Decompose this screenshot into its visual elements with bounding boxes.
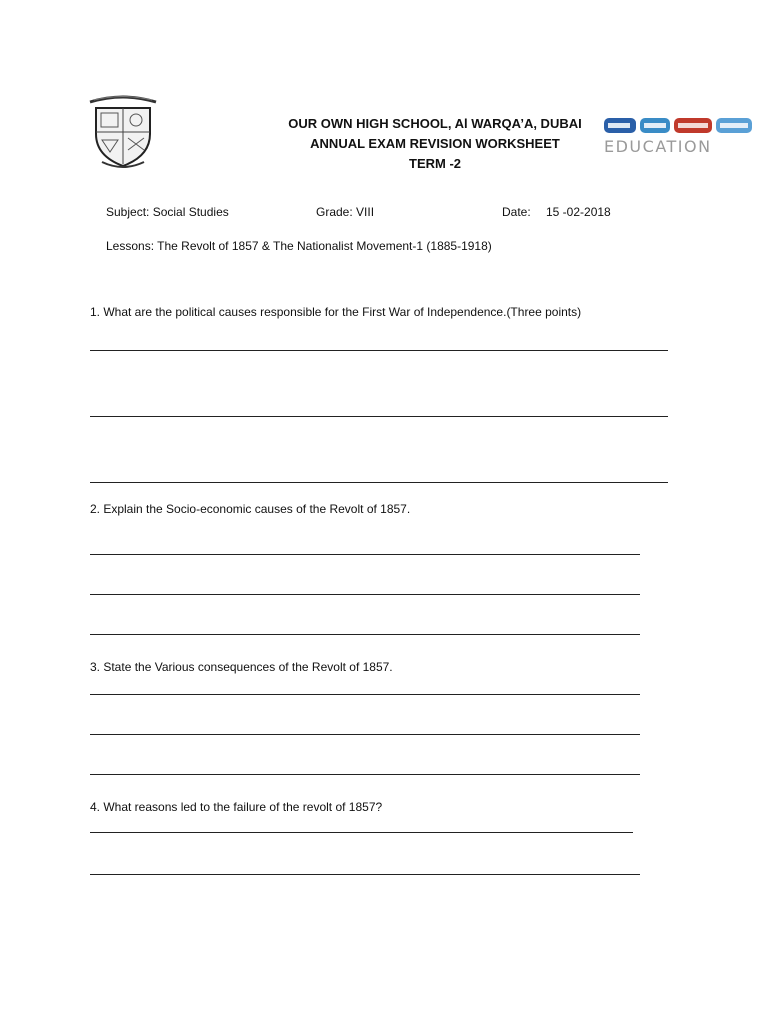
question-1: 1. What are the political causes responsible for the First War of Independence.(Three points) [90,305,582,319]
education-label: EDUCATION [604,137,712,156]
term-label: TERM -2 [409,156,461,171]
subject-label: Subject: Social Studies [106,205,229,219]
question-4: 4. What reasons led to the failure of the revolt of 1857? [90,800,383,814]
answer-line[interactable] [90,774,640,775]
answer-line[interactable] [90,594,640,595]
date-label: Date: [502,205,531,219]
answer-line[interactable] [90,350,668,351]
school-name: OUR OWN HIGH SCHOOL, Al WARQA’A, DUBAI [288,116,582,131]
answer-line[interactable] [90,634,640,635]
answer-line[interactable] [90,482,668,483]
worksheet-title: ANNUAL EXAM REVISION WORKSHEET [310,136,560,151]
question-3: 3. State the Various consequences of the Revolt of 1857. [90,660,393,674]
date-value: 15 -02-2018 [546,205,611,219]
answer-line[interactable] [90,416,668,417]
school-crest-icon [84,94,162,170]
answer-line[interactable] [90,694,640,695]
question-2: 2. Explain the Socio-economic causes of the Revolt of 1857. [90,502,411,516]
answer-line[interactable] [90,874,640,875]
answer-line[interactable] [90,734,640,735]
lessons-label: Lessons: The Revolt of 1857 & The Nationalist Movement-1 (1885-1918) [106,239,492,253]
answer-line[interactable] [90,554,640,555]
answer-line[interactable] [90,832,633,833]
grade-label: Grade: VIII [316,205,375,219]
